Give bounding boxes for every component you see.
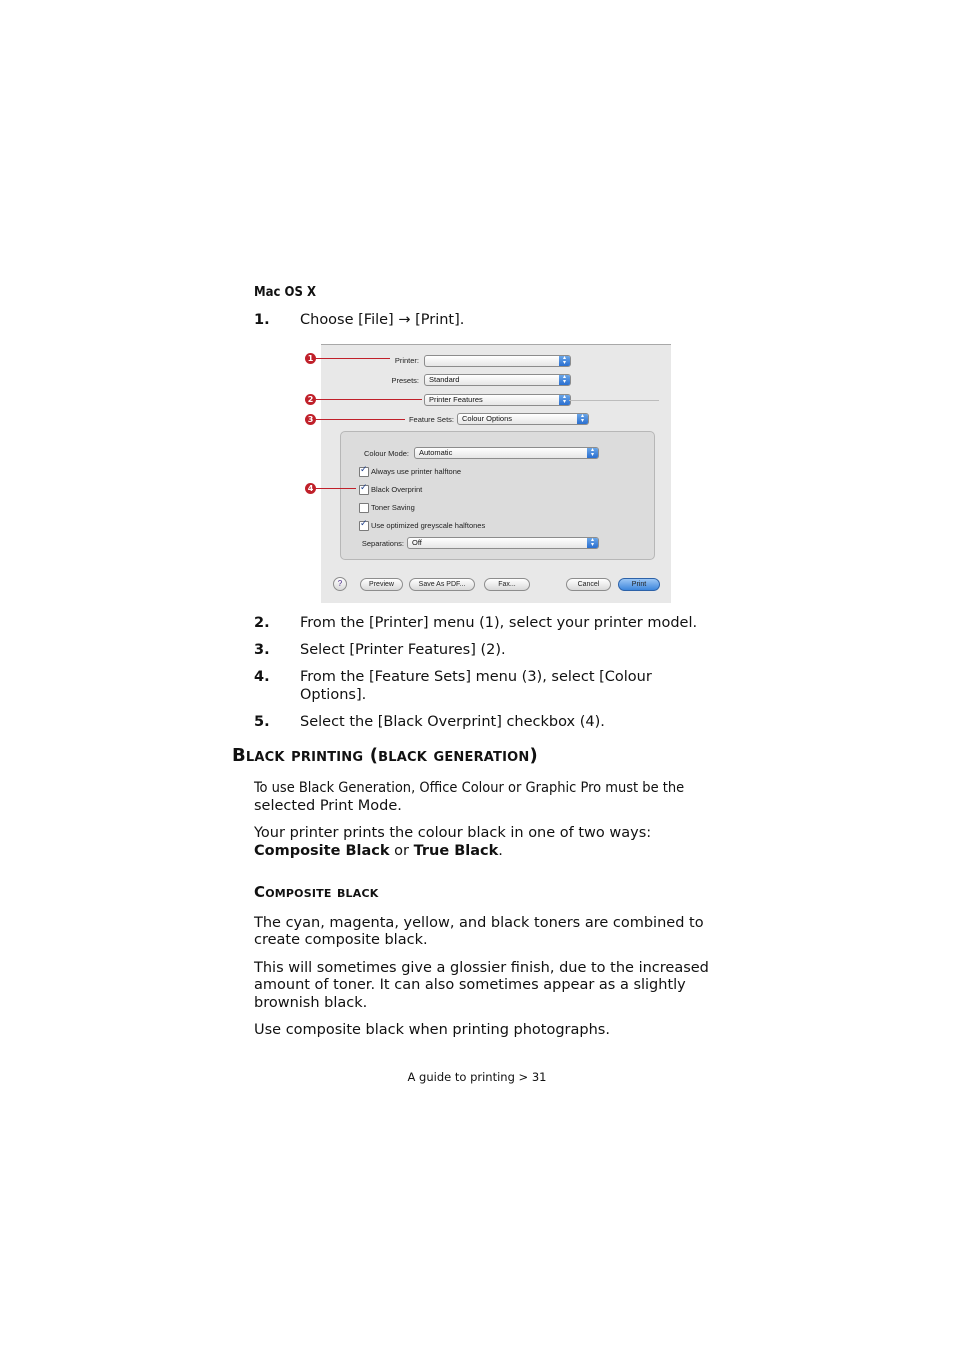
feature-group-box <box>340 431 655 560</box>
greyscale-halftones-checkbox[interactable] <box>359 521 369 531</box>
step-text: Select [Printer Features] (2). <box>300 642 506 658</box>
print-dialog-screenshot <box>321 344 671 603</box>
paragraph-line: This will sometimes give a glossier finish, due to the increased <box>254 960 709 976</box>
step-number: 3. <box>254 642 270 658</box>
checkbox-label: Use optimized greyscale halftones <box>371 521 486 530</box>
period: . <box>498 843 503 859</box>
step-text: From the [Printer] menu (1), select your printer model. <box>300 615 698 631</box>
preview-button[interactable]: Preview <box>360 578 403 591</box>
paragraph-line: brownish black. <box>254 995 368 1011</box>
toner-saving-checkbox[interactable] <box>359 503 369 513</box>
paragraph-line: create composite black. <box>254 932 428 948</box>
step-text: Options]. <box>300 687 367 703</box>
popup-arrows-icon: ▴ ▾ <box>587 448 598 458</box>
popup-arrows-icon: ▴ ▾ <box>559 395 570 405</box>
cancel-button[interactable]: Cancel <box>566 578 611 591</box>
bold-term: True Black <box>413 843 499 859</box>
callout-1: 1 <box>305 353 316 364</box>
black-overprint-checkbox[interactable] <box>359 485 369 495</box>
popup-arrows-icon: ▴ ▾ <box>559 375 570 385</box>
presets-label: Presets: <box>391 376 419 385</box>
feature-sets-popup[interactable]: Colour Options ▴ ▾ <box>457 413 589 425</box>
subsection-heading: Composite black <box>254 883 379 901</box>
printer-popup[interactable] <box>424 355 571 367</box>
step-number: 5. <box>254 714 270 730</box>
print-button[interactable]: Print <box>618 578 660 591</box>
paragraph-line <box>254 842 503 860</box>
step-number: 2. <box>254 615 270 631</box>
separator-line <box>569 400 659 401</box>
callout-4: 4 <box>305 483 316 494</box>
callout-3: 3 <box>305 414 316 425</box>
checkbox-label: Always use printer halftone <box>371 467 462 476</box>
panel-popup[interactable]: Printer Features ▴ ▾ <box>424 394 571 406</box>
callout-line <box>316 488 356 489</box>
step-text: Choose [File] → [Print]. <box>300 312 465 328</box>
feature-sets-label: Feature Sets: <box>408 415 454 424</box>
popup-arrows-icon: ▴ ▾ <box>559 356 570 366</box>
printer-label: Printer: <box>394 356 419 365</box>
paragraph-line: Your printer prints the colour black in one of two ways: <box>254 825 652 841</box>
save-as-pdf-button[interactable]: Save As PDF... <box>409 578 475 591</box>
step-text: Select the [Black Overprint] checkbox (4). <box>300 714 605 730</box>
connector-text: or <box>389 843 414 859</box>
checkbox-label: Black Overprint <box>371 485 423 494</box>
colour-mode-label: Colour Mode: <box>363 449 409 458</box>
callout-line <box>316 399 422 400</box>
section-heading: Black printing (black generation) <box>232 745 538 766</box>
step-text: From the [Feature Sets] menu (3), select [Colour <box>300 669 652 685</box>
callout-2: 2 <box>305 394 316 405</box>
checkbox-label: Toner Saving <box>371 503 415 512</box>
presets-popup[interactable]: Standard ▴ ▾ <box>424 374 571 386</box>
step-number: 4. <box>254 669 270 685</box>
popup-arrows-icon: ▴ ▾ <box>587 538 598 548</box>
callout-line <box>316 419 405 420</box>
os-heading: Mac OS X <box>254 285 316 300</box>
fax-button[interactable]: Fax... <box>484 578 530 591</box>
separations-popup[interactable]: Off ▴ ▾ <box>407 537 599 549</box>
popup-arrows-icon: ▴ ▾ <box>577 414 588 424</box>
colour-mode-popup[interactable]: Automatic ▴ ▾ <box>414 447 599 459</box>
step-number: 1. <box>254 312 270 328</box>
paragraph-line: Use composite black when printing photographs. <box>254 1022 610 1038</box>
paragraph-line: To use Black Generation, Office Colour or Graphic Pro must be the <box>254 780 685 796</box>
always-halftone-checkbox[interactable] <box>359 467 369 477</box>
help-button[interactable]: ? <box>333 577 347 591</box>
callout-line <box>316 358 390 359</box>
paragraph-line: The cyan, magenta, yellow, and black toners are combined to <box>254 915 704 931</box>
page-footer: A guide to printing > 31 <box>407 1070 547 1084</box>
paragraph-line: amount of toner. It can also sometimes appear as a slightly <box>254 977 686 993</box>
bold-term: Composite Black <box>254 843 390 859</box>
paragraph-line: selected Print Mode. <box>254 798 402 814</box>
separations-label: Separations: <box>361 539 404 548</box>
